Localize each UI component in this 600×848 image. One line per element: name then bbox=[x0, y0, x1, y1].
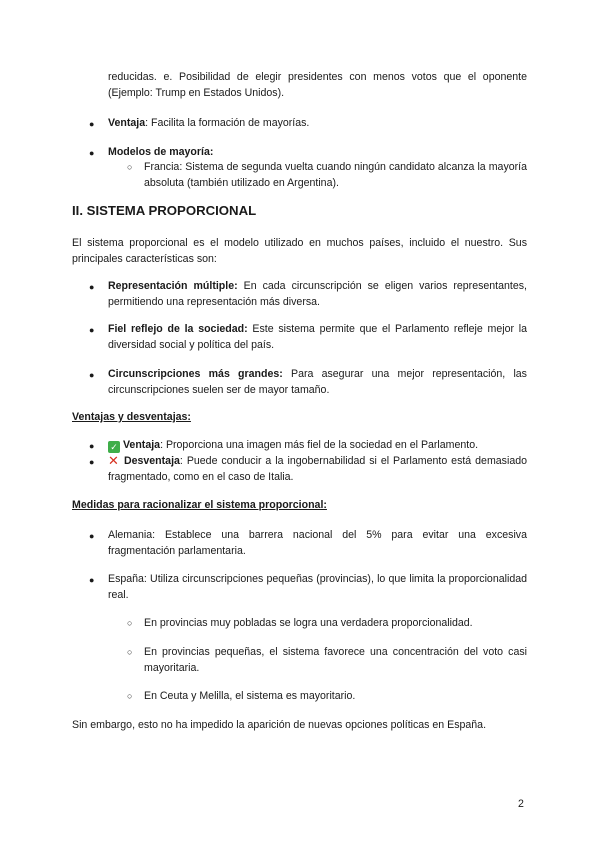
sub-item: En provincias muy pobladas se logra una verdadera proporcionalidad. bbox=[144, 617, 473, 629]
pro-text: : Proporciona una imagen más fiel de la sociedad en el Parlamento. bbox=[160, 439, 479, 451]
feature-text: Este sistema permite que el Parlamento refleje mejor la diversidad social y política del país. bbox=[108, 323, 528, 351]
sub-bullet-icon: ○ bbox=[127, 647, 133, 657]
feature-label: Fiel reflejo de la sociedad: bbox=[108, 323, 248, 335]
bullet-icon: ● bbox=[89, 441, 95, 451]
espana-item: España: Utiliza circunscripciones pequeñas (provincias), lo que limita la proporcionalidad real. bbox=[108, 573, 527, 601]
sub-bullet-icon: ○ bbox=[127, 691, 133, 701]
check-mark-icon: ✓ bbox=[108, 441, 120, 453]
pro-item bbox=[108, 438, 527, 454]
alemania-item: Alemania: Establece una barrera nacional del 5% para evitar una excesiva fragmentación parlamentaria. bbox=[108, 529, 527, 557]
feature-text: En cada circunscripción se eligen varios representantes, permitiendo una representación más diversa. bbox=[108, 280, 527, 308]
francia-item: Francia: Sistema de segunda vuelta cuando ningún candidato alcanza la mayoría absoluta (también utilizado en Argentina). bbox=[144, 161, 527, 189]
ventaja-item bbox=[108, 116, 527, 132]
con-text: : Puede conducir a la ingobernabilidad si el Parlamento está demasiado fragmentado, como en el caso de Italia. bbox=[108, 455, 527, 483]
feature-item bbox=[108, 279, 527, 310]
feature-label: Circunscripciones más grandes: bbox=[108, 368, 283, 380]
sub-bullet-icon: ○ bbox=[127, 618, 133, 628]
bullet-icon: ● bbox=[89, 282, 95, 292]
bullet-icon: ● bbox=[89, 325, 95, 335]
modelos-item bbox=[108, 145, 527, 161]
con-label: Desventaja bbox=[123, 455, 180, 467]
feature-label: Representación múltiple: bbox=[108, 280, 238, 292]
bullet-icon: ● bbox=[89, 148, 95, 158]
section-intro: El sistema proporcional es el modelo utilizado en muchos países, incluido el nuestro. Sus principales características son: bbox=[72, 237, 527, 265]
cross-mark-icon: ✕ bbox=[108, 453, 119, 468]
bullet-icon: ● bbox=[89, 370, 95, 380]
bullet-icon: ● bbox=[89, 531, 95, 541]
bullet-icon: ● bbox=[89, 575, 95, 585]
bullet-icon: ● bbox=[89, 119, 95, 129]
medidas-heading: Medidas para racionalizar el sistema proporcional: bbox=[72, 499, 327, 511]
modelos-label: Modelos de mayoría: bbox=[108, 146, 214, 158]
feature-item bbox=[108, 367, 527, 398]
bullet-icon: ● bbox=[89, 457, 95, 467]
ventajas-heading: Ventajas y desventajas: bbox=[72, 411, 191, 423]
sub-bullet-icon: ○ bbox=[127, 162, 133, 172]
pro-label: Ventaja bbox=[122, 439, 161, 451]
page-number: 2 bbox=[518, 798, 524, 810]
feature-item bbox=[108, 322, 527, 353]
sub-item: En provincias pequeñas, el sistema favorece una concentración del voto casi mayoritaria. bbox=[144, 646, 527, 674]
section-title: II. SISTEMA PROPORCIONAL bbox=[72, 203, 257, 218]
con-item bbox=[108, 454, 527, 485]
closing-text: Sin embargo, esto no ha impedido la aparición de nuevas opciones políticas en España. bbox=[72, 719, 487, 731]
sub-item: En Ceuta y Melilla, el sistema es mayoritario. bbox=[144, 690, 356, 702]
feature-text: Para asegurar una mejor representación, las circunscripciones suelen ser de mayor tamaño. bbox=[108, 368, 527, 396]
continuation-text: reducidas. e. Posibilidad de elegir presidentes con menos votos que el oponente (Ejemplo: Trump en Estados Unidos). bbox=[108, 71, 527, 99]
ventaja-label: Ventaja bbox=[108, 117, 146, 129]
ventaja-text: : Facilita la formación de mayorías. bbox=[145, 117, 310, 129]
